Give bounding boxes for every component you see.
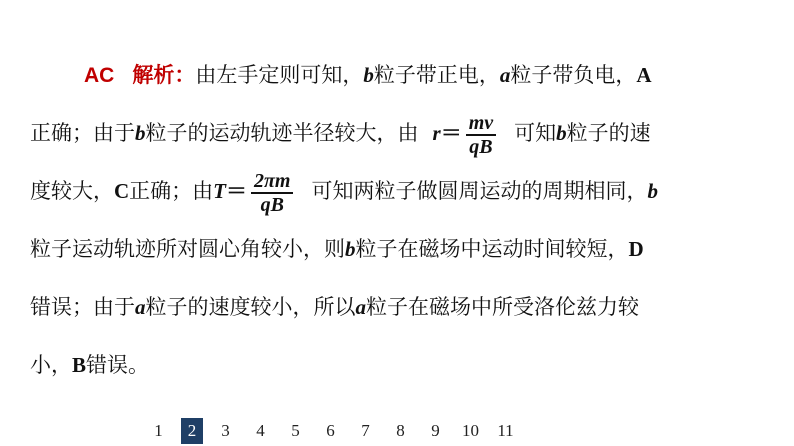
math-symbol: b [556,121,567,145]
text-run: 粒子运动轨迹所对圆心角较小，则 [30,237,345,261]
explanation-title: 解析： [132,64,196,87]
math-symbol: T [213,179,226,203]
answer-explanation [30,52,770,400]
page-link[interactable]: 6 [326,421,335,440]
text-run: 正确；由于 [30,121,135,145]
pagination [146,418,528,444]
math-symbol: b [647,179,658,203]
text-run: 由左手定则可知， [195,63,364,87]
page-link[interactable]: 1 [154,421,163,440]
math-symbol: a [355,295,366,319]
text-run: 可知两粒子做圆周运动的周期相同， [311,179,648,203]
answer-label: AC [84,64,115,87]
fraction-denominator: qB [260,193,284,216]
text-run: 粒子在磁场中所受洛伦兹力较 [366,295,639,319]
fraction-numerator: mv [468,111,494,134]
line-body [195,63,651,87]
page-link[interactable]: 3 [221,421,230,440]
math-symbol: A [636,63,652,87]
math-symbol: B [72,353,87,377]
page-link[interactable]: 8 [396,421,405,440]
math-symbol: b [135,121,146,145]
text-run: 度较大， [30,179,114,203]
fraction [466,112,496,158]
page-link[interactable]: 10 [462,421,479,440]
text-run: 粒子的速 [566,121,651,145]
text-run: 错误；由于 [30,295,135,319]
fraction-numerator: 2πm [254,169,291,192]
explanation-line [30,168,770,226]
page-link[interactable]: 4 [256,421,265,440]
text-run: 粒子的运动轨迹半径较大，由 [145,121,419,145]
math-symbol: ＝ [226,179,247,203]
text-run: 粒子的速度较小，所以 [145,295,356,319]
fraction [251,170,293,216]
math-symbol: ＝ [440,121,462,145]
fraction-denominator: qB [469,135,493,158]
page-link[interactable]: 7 [361,421,370,440]
text-run: 正确；由 [129,179,214,203]
text-run: 粒子带负电， [510,63,637,87]
text-run: 可知 [514,121,557,145]
page-link[interactable]: 5 [291,421,300,440]
explanation-line [30,52,770,110]
text-run: 错误。 [86,353,150,377]
explanation-line [30,110,770,168]
page-link[interactable]: 9 [431,421,440,440]
math-symbol: a [135,295,146,319]
math-symbol: b [345,237,356,261]
text-run: 小， [30,353,72,377]
math-symbol: D [628,237,644,261]
page-link-current[interactable]: 2 [181,418,203,444]
explanation-line [30,284,770,342]
text-run: 粒子带正电， [373,63,500,87]
explanation-line [30,226,770,284]
text-run: 粒子在磁场中运动时间较短， [355,237,629,261]
page-link[interactable]: 11 [497,421,514,440]
math-symbol: C [114,179,130,203]
math-symbol: b [363,63,374,87]
math-symbol: r [432,121,441,145]
math-symbol: a [499,63,511,87]
explanation-line [30,342,770,400]
